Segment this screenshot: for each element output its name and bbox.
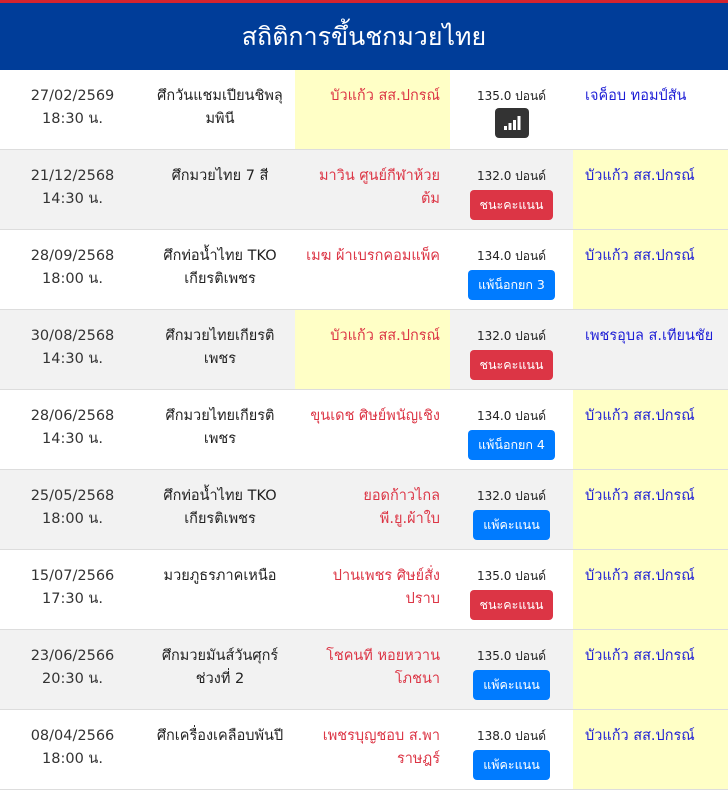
weight-label: 132.0 ปอนด์ bbox=[477, 489, 546, 503]
fighter-red-corner[interactable]: เพชรบุญชอบ ส.พาราษฎร์ bbox=[322, 728, 440, 767]
weight-label: 135.0 ปอนด์ bbox=[477, 649, 546, 663]
weight-result-cell bbox=[450, 550, 573, 629]
table-row bbox=[0, 70, 728, 150]
date-cell bbox=[0, 630, 145, 709]
fight-date: 15/07/2566 bbox=[30, 568, 115, 584]
fight-time: 18:30 น. bbox=[42, 111, 103, 127]
fighter-blue-corner[interactable]: บัวแก้ว สส.ปกรณ์ bbox=[573, 150, 728, 229]
fighter-blue-corner[interactable]: บัวแก้ว สส.ปกรณ์ bbox=[573, 470, 728, 549]
fight-time: 14:30 น. bbox=[42, 351, 103, 367]
fight-date: 28/06/2568 bbox=[30, 408, 115, 424]
event-name[interactable]: ศึกมวยไทยเกียรติเพชร bbox=[165, 408, 275, 447]
event-name[interactable]: มวยภูธรภาคเหนือ bbox=[163, 568, 277, 584]
fighter-red-corner[interactable]: ยอดก้าวไกล พี.ยู.ผ้าใบ bbox=[363, 488, 440, 527]
fighter-red-corner[interactable]: เมฆ ผ้าเบรกคอมแพ็ค bbox=[306, 248, 440, 264]
weight-label: 132.0 ปอนด์ bbox=[477, 329, 546, 343]
table-row bbox=[0, 310, 728, 390]
fight-time: 14:30 น. bbox=[42, 191, 103, 207]
fighter-blue-corner[interactable]: บัวแก้ว สส.ปกรณ์ bbox=[573, 630, 728, 709]
table-row bbox=[0, 390, 728, 470]
table-row bbox=[0, 710, 728, 790]
fight-date: 28/09/2568 bbox=[30, 248, 115, 264]
date-cell bbox=[0, 310, 145, 389]
date-cell bbox=[0, 150, 145, 229]
event-name[interactable]: ศึกมวยไทยเกียรติเพชร bbox=[165, 328, 275, 367]
fighter-blue-corner[interactable]: เจค็อบ ทอมป์สัน bbox=[585, 88, 687, 104]
table-row bbox=[0, 150, 728, 230]
result-badge: ชนะคะแนน bbox=[470, 190, 554, 220]
fighter-blue-corner[interactable]: บัวแก้ว สส.ปกรณ์ bbox=[573, 710, 728, 789]
weight-result-cell bbox=[450, 150, 573, 229]
weight-label: 134.0 ปอนด์ bbox=[477, 249, 546, 263]
fight-date: 23/06/2566 bbox=[30, 648, 115, 664]
result-badge: แพ้คะแนน bbox=[473, 750, 550, 780]
fighter-blue-corner[interactable]: บัวแก้ว สส.ปกรณ์ bbox=[573, 390, 728, 469]
weight-label: 135.0 ปอนด์ bbox=[477, 569, 546, 583]
weight-label: 132.0 ปอนด์ bbox=[477, 169, 546, 183]
fighter-red-corner[interactable]: บัวแก้ว สส.ปกรณ์ bbox=[295, 310, 450, 389]
page-header bbox=[0, 3, 728, 70]
date-cell bbox=[0, 550, 145, 629]
fight-time: 18:00 น. bbox=[42, 271, 103, 287]
result-badge: แพ้คะแนน bbox=[473, 670, 550, 700]
table-row bbox=[0, 230, 728, 310]
fighter-red-corner[interactable]: โชคนที หอยหวานโภชนา bbox=[326, 648, 440, 687]
fighter-red-corner[interactable]: มาวิน ศูนย์กีฬาห้วยต้ม bbox=[318, 168, 440, 207]
date-cell bbox=[0, 70, 145, 149]
result-badge: ชนะคะแนน bbox=[470, 590, 554, 620]
fighter-blue-corner[interactable]: บัวแก้ว สส.ปกรณ์ bbox=[573, 230, 728, 309]
date-cell bbox=[0, 230, 145, 309]
fighter-red-corner[interactable]: ปานเพชร ศิษย์สั่งปราบ bbox=[332, 568, 440, 607]
date-cell bbox=[0, 390, 145, 469]
bar-chart-icon[interactable] bbox=[495, 108, 529, 138]
fight-date: 30/08/2568 bbox=[30, 328, 115, 344]
fight-date: 25/05/2568 bbox=[30, 488, 115, 504]
fight-record-table bbox=[0, 70, 728, 790]
fight-time: 14:30 น. bbox=[42, 431, 103, 447]
event-name[interactable]: ศึกเครื่องเคลือบพันปี bbox=[156, 728, 284, 744]
event-name[interactable]: ศึกท่อน้ำไทย TKO เกียรติเพชร bbox=[163, 248, 277, 287]
table-row bbox=[0, 550, 728, 630]
event-name[interactable]: ศึกท่อน้ำไทย TKO เกียรติเพชร bbox=[163, 488, 277, 527]
weight-result-cell bbox=[450, 230, 573, 309]
table-row bbox=[0, 630, 728, 710]
table-row bbox=[0, 470, 728, 550]
result-badge: แพ้น็อกยก 4 bbox=[468, 430, 555, 460]
result-badge: ชนะคะแนน bbox=[470, 350, 554, 380]
fight-time: 17:30 น. bbox=[42, 591, 103, 607]
date-cell bbox=[0, 710, 145, 789]
weight-result-cell bbox=[450, 710, 573, 789]
fight-date: 08/04/2566 bbox=[30, 728, 115, 744]
fighter-blue-corner[interactable]: บัวแก้ว สส.ปกรณ์ bbox=[573, 550, 728, 629]
weight-result-cell bbox=[450, 630, 573, 709]
fighter-blue-corner[interactable]: เพชรอุบล ส.เทียนชัย bbox=[585, 328, 714, 344]
fight-time: 20:30 น. bbox=[42, 671, 103, 687]
weight-result-cell bbox=[450, 390, 573, 469]
fight-date: 27/02/2569 bbox=[30, 88, 115, 104]
weight-label: 138.0 ปอนด์ bbox=[477, 729, 546, 743]
event-name[interactable]: ศึกมวยไทย 7 สี bbox=[171, 168, 269, 184]
result-badge: แพ้น็อกยก 3 bbox=[468, 270, 555, 300]
date-cell bbox=[0, 470, 145, 549]
fight-time: 18:00 น. bbox=[42, 751, 103, 767]
event-name[interactable]: ศึกมวยมันส์วันศุกร์ ช่วงที่ 2 bbox=[161, 648, 279, 687]
fighter-red-corner[interactable]: บัวแก้ว สส.ปกรณ์ bbox=[295, 70, 450, 149]
event-name[interactable]: ศึกวันแชมเปียนชิพลุมพินี bbox=[157, 88, 283, 127]
fight-time: 18:00 น. bbox=[42, 511, 103, 527]
weight-result-cell bbox=[450, 310, 573, 389]
result-badge: แพ้คะแนน bbox=[473, 510, 550, 540]
fighter-red-corner[interactable]: ขุนเดช ศิษย์พนัญเชิง bbox=[310, 408, 440, 424]
weight-result-cell bbox=[450, 470, 573, 549]
weight-label: 134.0 ปอนด์ bbox=[477, 409, 546, 423]
fight-date: 21/12/2568 bbox=[30, 168, 115, 184]
weight-label: 135.0 ปอนด์ bbox=[477, 89, 546, 103]
page-title: สถิติการขึ้นชกมวยไทย bbox=[241, 21, 487, 51]
weight-result-cell bbox=[450, 70, 573, 149]
